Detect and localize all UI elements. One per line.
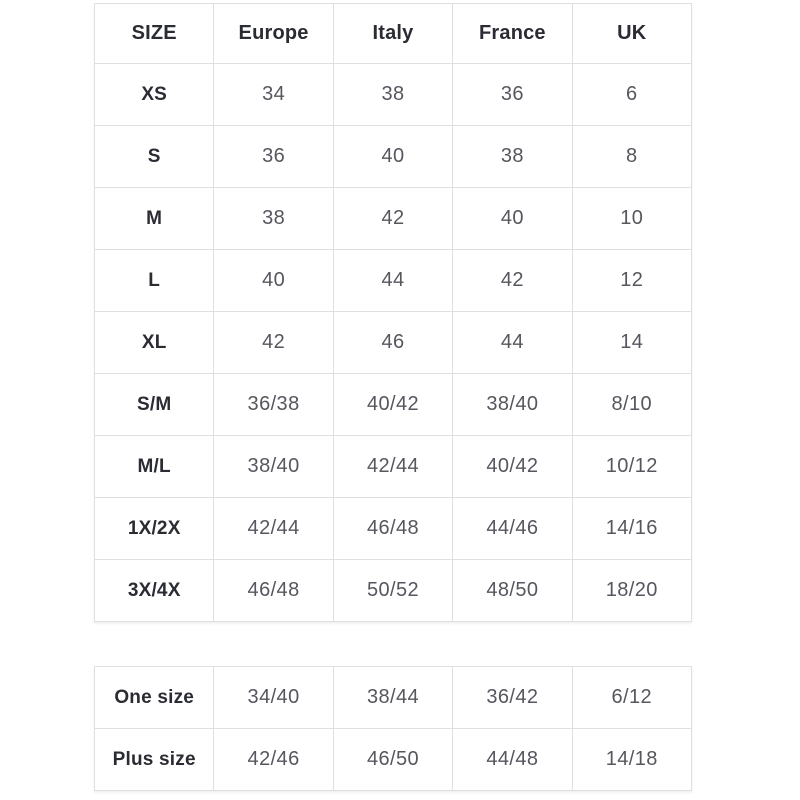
- table-cell: 46: [333, 312, 452, 374]
- table-cell: 42: [453, 250, 572, 312]
- column-header-uk: UK: [572, 4, 691, 64]
- table-cell: 6: [572, 64, 691, 126]
- table-cell: 44/48: [453, 729, 572, 791]
- table-row-xl: [95, 312, 692, 374]
- row-label: One size: [95, 667, 214, 729]
- table-cell: 44/46: [453, 498, 572, 560]
- table-cell: 8/10: [572, 374, 691, 436]
- table-cell: 48/50: [453, 560, 572, 622]
- column-header-europe: Europe: [214, 4, 333, 64]
- row-label: XS: [95, 64, 214, 126]
- table-cell: 36/42: [453, 667, 572, 729]
- table-cell: 42: [214, 312, 333, 374]
- table-cell: 40: [453, 188, 572, 250]
- size-conversion-table: [94, 3, 692, 622]
- table-row-s: [95, 126, 692, 188]
- table-cell: 8: [572, 126, 691, 188]
- table-row-one-size: [95, 667, 692, 729]
- special-sizes-table: [94, 666, 692, 791]
- table-cell: 46/48: [333, 498, 452, 560]
- table-cell: 6/12: [572, 667, 691, 729]
- table-cell: 36: [214, 126, 333, 188]
- table-cell: 36: [453, 64, 572, 126]
- row-label: M/L: [95, 436, 214, 498]
- table-cell: 10: [572, 188, 691, 250]
- table-cell: 38: [333, 64, 452, 126]
- table-cell: 38: [214, 188, 333, 250]
- table-cell: 38/44: [333, 667, 452, 729]
- table-cell: 42/46: [214, 729, 333, 791]
- table-cell: 40/42: [333, 374, 452, 436]
- table-cell: 38: [453, 126, 572, 188]
- table-cell: 10/12: [572, 436, 691, 498]
- table-row-m-l: [95, 436, 692, 498]
- column-header-france: France: [453, 4, 572, 64]
- column-header-size: SIZE: [95, 4, 214, 64]
- row-label: S: [95, 126, 214, 188]
- table-row-s-m: [95, 374, 692, 436]
- table-row-plus-size: [95, 729, 692, 791]
- table-cell: 14: [572, 312, 691, 374]
- row-label: 1X/2X: [95, 498, 214, 560]
- table-row-l: [95, 250, 692, 312]
- table-cell: 50/52: [333, 560, 452, 622]
- row-label: L: [95, 250, 214, 312]
- table-cell: 46/48: [214, 560, 333, 622]
- table-cell: 34: [214, 64, 333, 126]
- row-label: Plus size: [95, 729, 214, 791]
- table-cell: 42/44: [333, 436, 452, 498]
- table-cell: 42: [333, 188, 452, 250]
- table-cell: 38/40: [214, 436, 333, 498]
- table-cell: 40: [333, 126, 452, 188]
- header-row: [95, 4, 692, 64]
- table-cell: 46/50: [333, 729, 452, 791]
- row-label: M: [95, 188, 214, 250]
- table-row-1x-2x: [95, 498, 692, 560]
- row-label: XL: [95, 312, 214, 374]
- table-cell: 14/18: [572, 729, 691, 791]
- table-cell: 40/42: [453, 436, 572, 498]
- table-cell: 14/16: [572, 498, 691, 560]
- table-row-xs: [95, 64, 692, 126]
- table-cell: 18/20: [572, 560, 691, 622]
- table-cell: 36/38: [214, 374, 333, 436]
- row-label: 3X/4X: [95, 560, 214, 622]
- table-cell: 42/44: [214, 498, 333, 560]
- table-row-3x-4x: [95, 560, 692, 622]
- table-cell: 12: [572, 250, 691, 312]
- table-cell: 44: [453, 312, 572, 374]
- column-header-italy: Italy: [333, 4, 452, 64]
- table-cell: 40: [214, 250, 333, 312]
- row-label: S/M: [95, 374, 214, 436]
- table-row-m: [95, 188, 692, 250]
- table-cell: 34/40: [214, 667, 333, 729]
- table-cell: 44: [333, 250, 452, 312]
- table-cell: 38/40: [453, 374, 572, 436]
